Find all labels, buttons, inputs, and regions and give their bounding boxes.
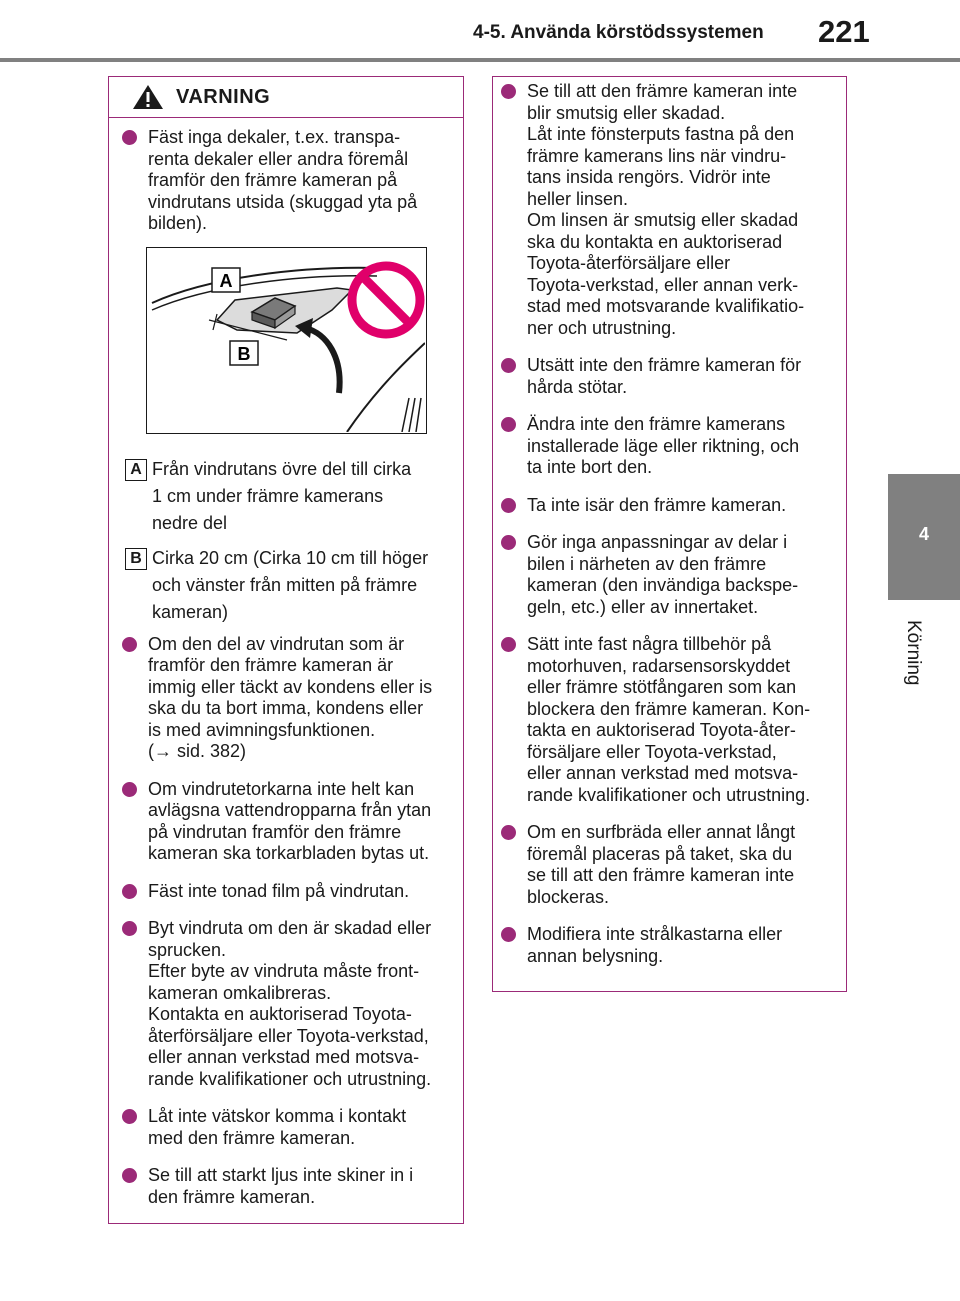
- legend-item-b: [122, 545, 458, 626]
- warning-item-text: Fäst inte tonad film på vindrutan.: [148, 880, 410, 901]
- warning-item: [122, 918, 458, 1090]
- warning-item: [122, 1165, 458, 1208]
- bullet-icon: [122, 921, 137, 936]
- bullet-icon: [122, 130, 137, 145]
- list-item: [501, 924, 841, 967]
- list-item-text: Om en surfbräda eller annat långt föremål placeras på taket, ska du se till att den främre kameran inte blockeras.: [527, 822, 796, 907]
- bullet-icon: [122, 1168, 137, 1183]
- legend-item-a: [122, 456, 458, 537]
- list-item-text: Se till att den främre kameran inte blir smutsig eller skadad. Låt inte fönsterputs fastna på den främre kamerans lins när vindru- tans insida rengörs. Vidrör inte heller linsen. Om linsen är smutsig eller skadad ska du kontakta en auktoriserad Toyota-återförsäljare eller Toyota-verkstad, eller annan verk- stad med motsvarande kvalifikatio- ner och utrustning.: [527, 81, 805, 338]
- precautions-list: [501, 81, 841, 983]
- section-title: 4-5. Använda körstödssystemen: [473, 22, 764, 43]
- warning-item: [122, 127, 458, 235]
- legend-text-b: Cirka 20 cm (Cirka 10 cm till höger och vänster från mitten på främre kameran): [152, 547, 429, 622]
- warning-item: [122, 881, 458, 903]
- legend-key-a: A: [125, 459, 147, 481]
- legend-key-b: B: [125, 548, 147, 570]
- bullet-icon: [501, 927, 516, 942]
- list-item-text: Gör inga anpassningar av delar i bilen i närheten av den främre kameran (den invändiga backspe- geln, etc.) eller av innertaket.: [527, 532, 799, 617]
- bullet-icon: [501, 417, 516, 432]
- warning-item: [122, 634, 458, 763]
- list-item: [501, 634, 841, 806]
- list-item-text: Modifiera inte strålkastarna eller annan belysning.: [527, 924, 783, 966]
- warning-item-text: Byt vindruta om den är skadad eller sprucken. Efter byte av vindruta måste front- kameran omkalibreras. Kontakta en auktoriserad Toyota- återförsäljare eller Toyota-verkstad, eller annan verkstad med motsva- rande kvalifikationer och utrustning.: [148, 918, 432, 1089]
- page-header: [0, 0, 960, 62]
- warning-item-text: Om vindrutetorkarna inte helt kan avlägsna vattendropparna från ytan på vindrutan framför den främre kameran ska torkarbladen bytas ut.: [148, 778, 432, 863]
- figure-label-b: B: [237, 344, 251, 364]
- bullet-icon: [501, 637, 516, 652]
- warning-item-text: Låt inte vätskor komma i kontakt med den främre kameran.: [148, 1106, 407, 1148]
- prohibited-icon: [352, 266, 420, 334]
- warning-title: VARNING: [176, 86, 271, 108]
- list-item-text: Sätt inte fast några tillbehör på motorhuven, radarsensorskyddet eller främre stötfångaren som kan blockera den främre kameran. Kon- takta en auktoriserad Toyota-åter- försäljare eller Toyota-verkstad, eller annan verkstad med motsva- rande kvalifikationer och utrustning.: [527, 634, 811, 805]
- bullet-icon: [122, 1109, 137, 1124]
- list-item: [501, 355, 841, 398]
- list-item: [501, 822, 841, 908]
- legend-text-a: Från vindrutans övre del till cirka 1 cm under främre kamerans nedre del: [152, 458, 412, 533]
- bullet-icon: [501, 535, 516, 550]
- list-item-text: Ändra inte den främre kamerans installerade läge eller riktning, och ta inte bort den.: [527, 414, 800, 477]
- bullet-icon: [122, 637, 137, 652]
- warning-item-text: Se till att starkt ljus inte skiner in i den främre kameran.: [148, 1165, 414, 1207]
- list-item: [501, 414, 841, 479]
- page-number: 221: [818, 14, 870, 49]
- warning-triangle-icon: [131, 83, 165, 111]
- windshield-illustration: [147, 248, 425, 432]
- warning-intro-text: Fäst inga dekaler, t.ex. transpa- renta dekaler eller andra föremål framför den främre kameran på vindrutans utsida (skuggad yta på bilden).: [148, 127, 418, 233]
- bullet-icon: [122, 884, 137, 899]
- figure-label-a: A: [219, 271, 233, 291]
- list-item: [501, 495, 841, 517]
- warning-header: [109, 77, 463, 118]
- list-item: [501, 532, 841, 618]
- windshield-camera-figure: [146, 247, 427, 434]
- list-item-text: Ta inte isär den främre kameran.: [527, 494, 787, 515]
- warning-item: [122, 1106, 458, 1149]
- header-divider: [0, 58, 960, 62]
- bullet-icon: [501, 498, 516, 513]
- list-item-text: Utsätt inte den främre kameran för hårda stötar.: [527, 355, 802, 397]
- chapter-label: Körning: [903, 620, 924, 686]
- list-item: [501, 81, 841, 339]
- precautions-box: [492, 76, 847, 992]
- bullet-icon: [501, 84, 516, 99]
- chapter-number: 4: [918, 524, 929, 544]
- bullet-icon: [501, 358, 516, 373]
- bullet-icon: [501, 825, 516, 840]
- warning-item-text: Om den del av vindrutan som är framför den främre kameran är immig eller täckt av kondens eller is ska du ta bort imma, kondens eller is med avimningsfunktionen. (→ sid. 382): [148, 633, 433, 761]
- warning-item: [122, 779, 458, 865]
- bullet-icon: [122, 782, 137, 797]
